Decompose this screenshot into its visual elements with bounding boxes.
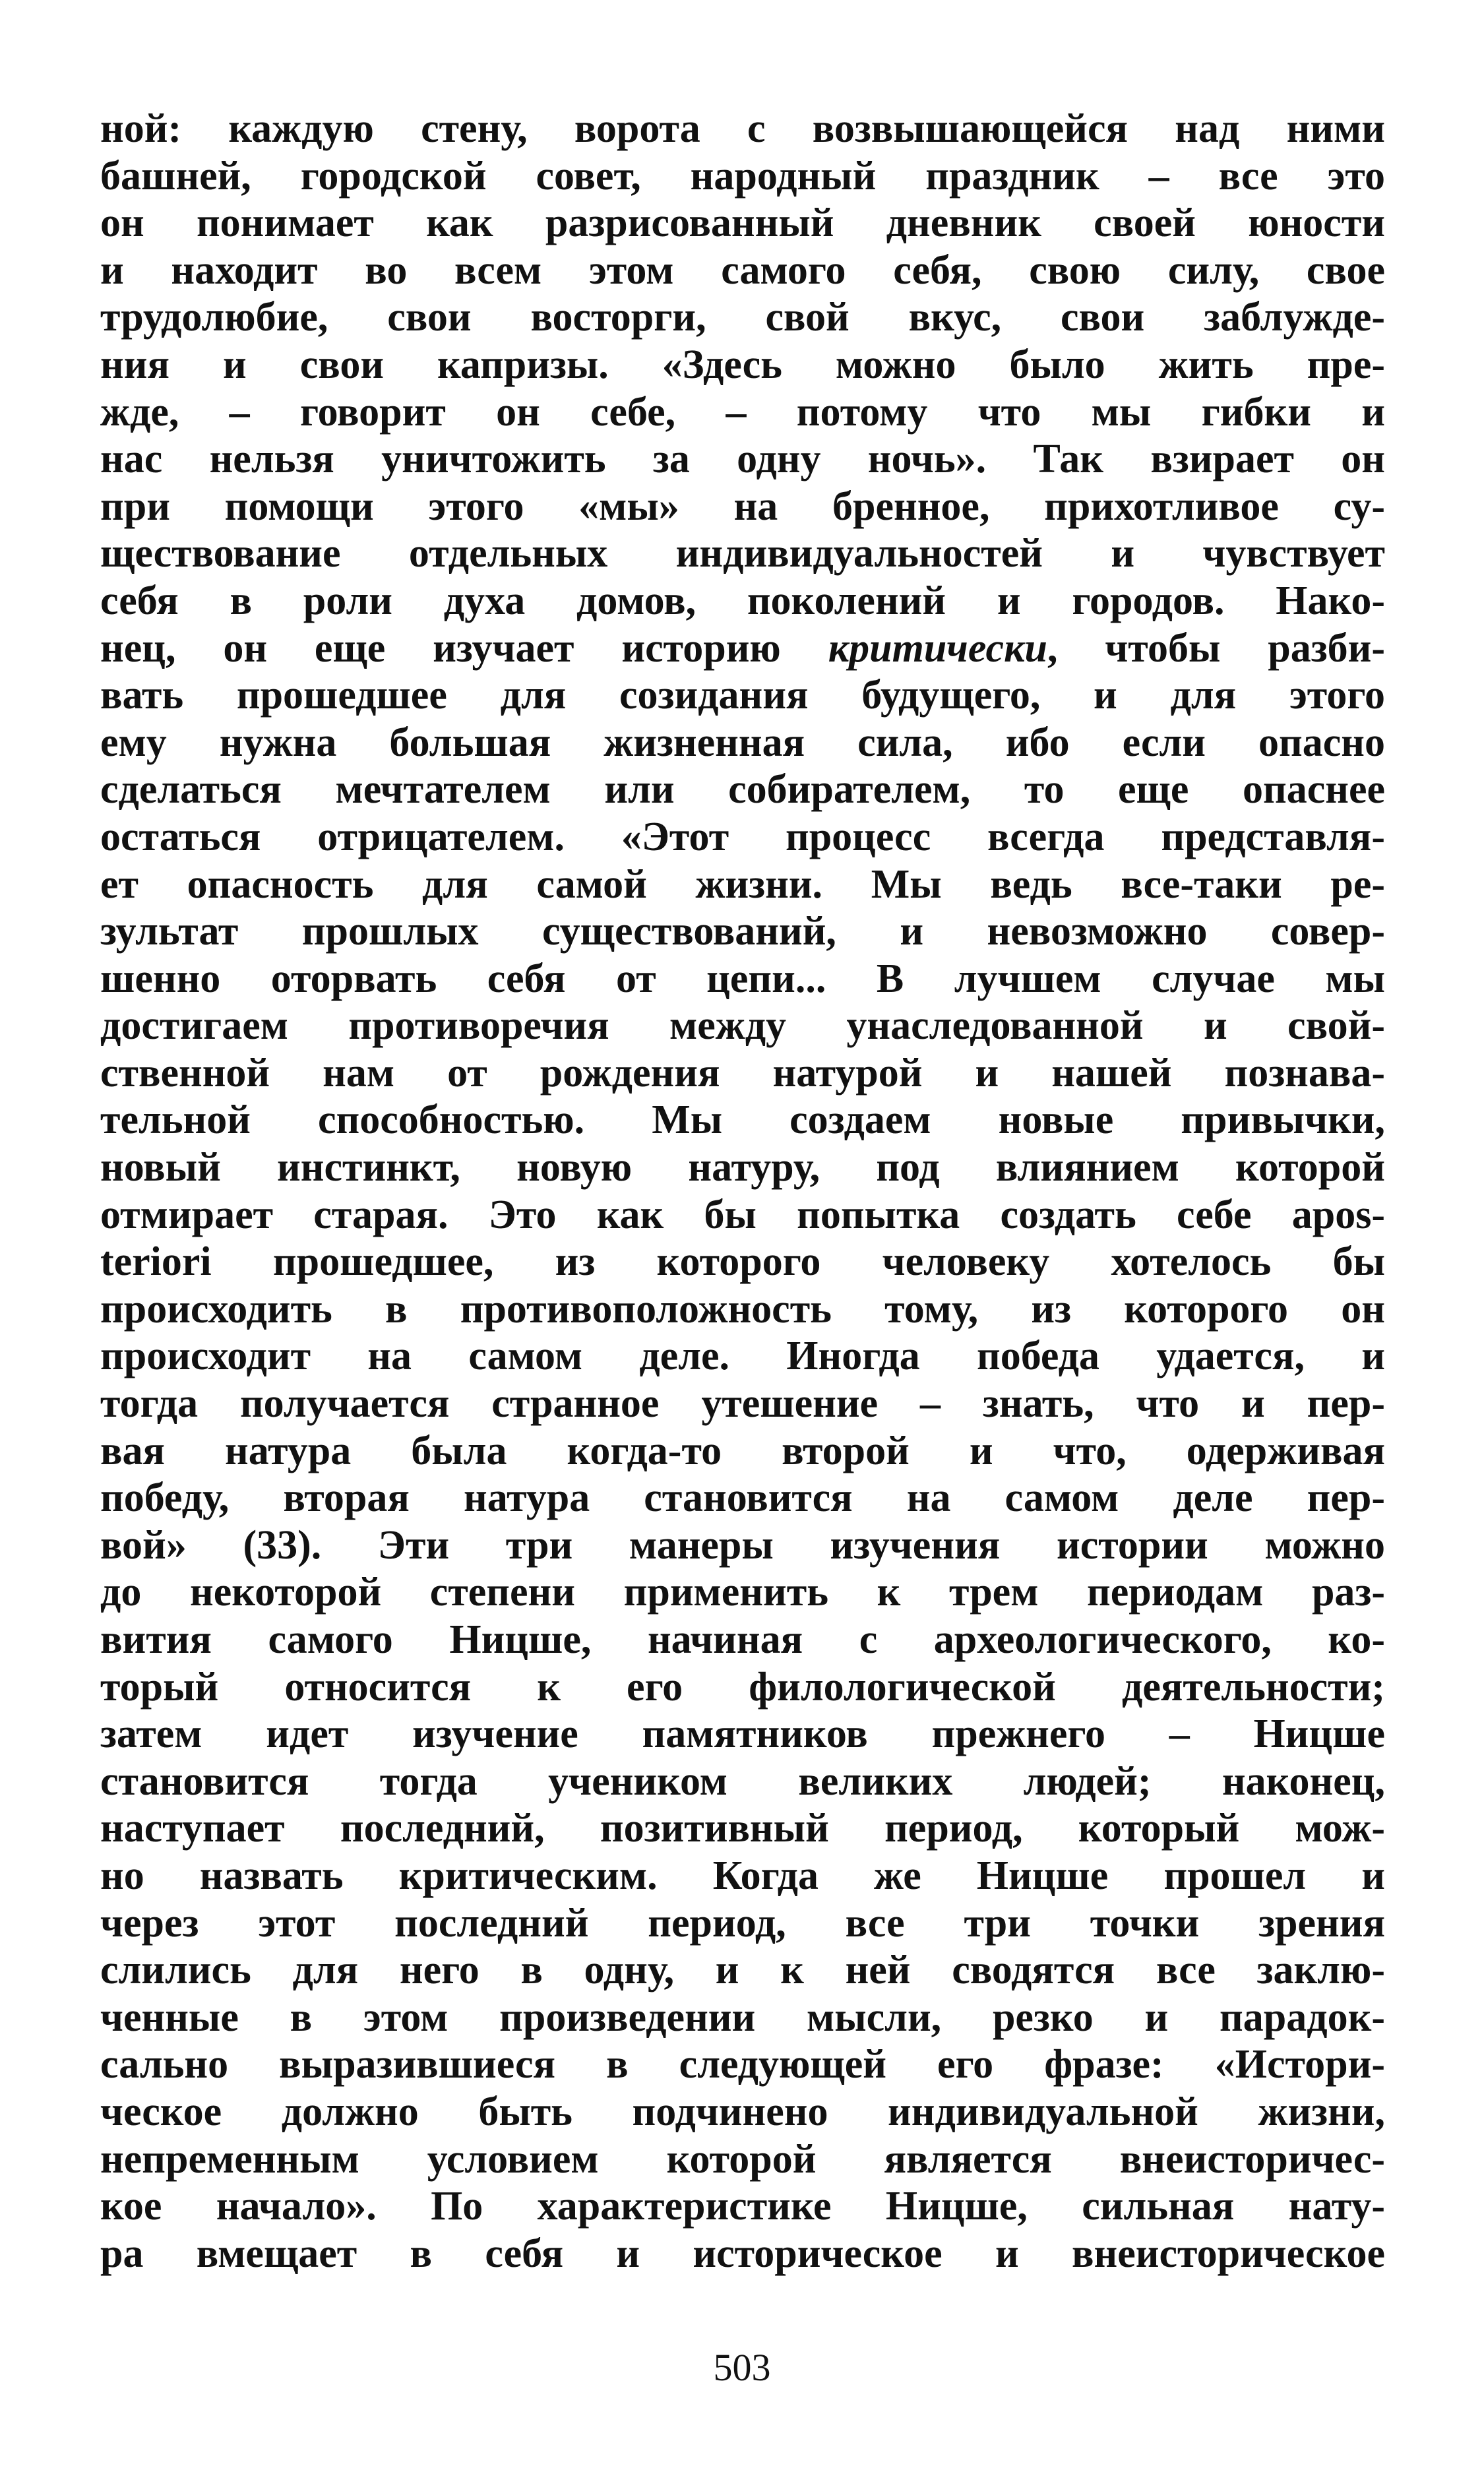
text-line-12-after: , чтобы разби- (1047, 625, 1385, 671)
text-line-36: становится тогда учеником великих людей; наконец, (100, 1758, 1385, 1804)
text-line-12-before: нец, он еще изучает историю (100, 625, 828, 671)
text-line-5: трудолюбие, свои восторги, свой вкус, свои заблужде- (100, 295, 1385, 340)
text-line-15: сделаться мечтателем или собирателем, то еще опаснее (100, 767, 1385, 813)
text-line-8: нас нельзя уничтожить за одну ночь». Так взирает он (100, 437, 1385, 482)
text-line-23: новый инстинкт, новую натуру, под влиянием которой (100, 1145, 1385, 1190)
text-line-44: непременным условием которой является внеисторичес- (100, 2136, 1385, 2182)
text-line-4: и находит во всем этом самого себя, свою силу, свое (100, 247, 1385, 293)
text-line-25: teriori прошедшее, из которого человеку хотелось бы (100, 1239, 1385, 1285)
text-line-21: ственной нам от рождения натурой и нашей познава- (100, 1050, 1385, 1095)
text-line-9: при помощи этого «мы» на бренное, прихотливое су- (100, 483, 1385, 529)
text-line-43: ческое должно быть подчинено индивидуальной жизни, (100, 2089, 1385, 2134)
text-line-35: затем идет изучение памятников прежнего – Ницше (100, 1712, 1385, 1757)
text-line-42: сально выразившиеся в следующей его фразе: «Истори- (100, 2042, 1385, 2087)
text-line-16: остаться отрицателем. «Этот процесс всегда представля- (100, 814, 1385, 859)
text-line-7: жде, – говорит он себе, – потому что мы гибки и (100, 389, 1385, 435)
text-line-41: ченные в этом произведении мысли, резко и парадок- (100, 1994, 1385, 2040)
text-line-30: победу, вторая натура становится на самом деле пер- (100, 1475, 1385, 1521)
text-line-40: слились для него в одну, и к ней сводятся все заклю- (100, 1948, 1385, 1993)
text-line-34: торый относится к его филологической деятельности; (100, 1664, 1385, 1710)
body-text (100, 106, 1385, 2277)
text-line-2: башней, городской совет, народный праздник – все это (100, 153, 1385, 199)
text-line-45: кое начало». По характеристике Ницше, сильная нату- (100, 2184, 1385, 2229)
text-line-37: наступает последний, позитивный период, который мож- (100, 1806, 1385, 1851)
text-line-1: ной: каждую стену, ворота с возвышающейся над ними (100, 106, 1385, 151)
text-line-13: вать прошедшее для созидания будущего, и для этого (100, 673, 1385, 718)
text-line-27: происходит на самом деле. Иногда победа удается, и (100, 1334, 1385, 1379)
text-line-33: вития самого Ницше, начиная с археологического, ко- (100, 1617, 1385, 1662)
text-line-31: вой» (33). Эти три манеры изучения истории можно (100, 1522, 1385, 1568)
italic-emphasis: критически (828, 625, 1047, 671)
text-line-14: ему нужна большая жизненная сила, ибо если опасно (100, 720, 1385, 765)
text-line-29: вая натура была когда-то второй и что, одерживая (100, 1428, 1385, 1473)
text-line-20: достигаем противоречия между унаследованной и свой- (100, 1003, 1385, 1049)
text-line-19: шенно оторвать себя от цепи... В лучшем случае мы (100, 956, 1385, 1001)
text-line-39: через этот последний период, все три точки зрения (100, 1900, 1385, 1946)
text-line-46: ра вмещает в себя и историческое и внеисторическое (100, 2231, 1385, 2276)
text-line-26: происходить в противоположность тому, из которого он (100, 1286, 1385, 1332)
text-line-3: он понимает как разрисованный дневник своей юности (100, 201, 1385, 246)
text-line-38: но назвать критическим. Когда же Ницше прошел и (100, 1853, 1385, 1898)
text-line-17: ет опасность для самой жизни. Мы ведь все-таки ре- (100, 861, 1385, 907)
text-line-28: тогда получается странное утешение – знать, что и пер- (100, 1381, 1385, 1427)
text-line-11: себя в роли духа домов, поколений и городов. Нако- (100, 578, 1385, 623)
text-line-24: отмирает старая. Это как бы попытка создать себе apos- (100, 1192, 1385, 1237)
text-line-22: тельной способностью. Мы создаем новые привычки, (100, 1097, 1385, 1143)
text-line-18: зультат прошлых существований, и невозможно совер- (100, 909, 1385, 954)
text-line-32: до некоторой степени применить к трем периодам раз- (100, 1570, 1385, 1615)
text-line-6: ния и свои капризы. «Здесь можно было жить пре- (100, 342, 1385, 387)
page-number: 503 (713, 2346, 771, 2389)
text-line-10: ществование отдельных индивидуальностей и чувствует (100, 531, 1385, 576)
text-line-12 (100, 625, 1385, 673)
